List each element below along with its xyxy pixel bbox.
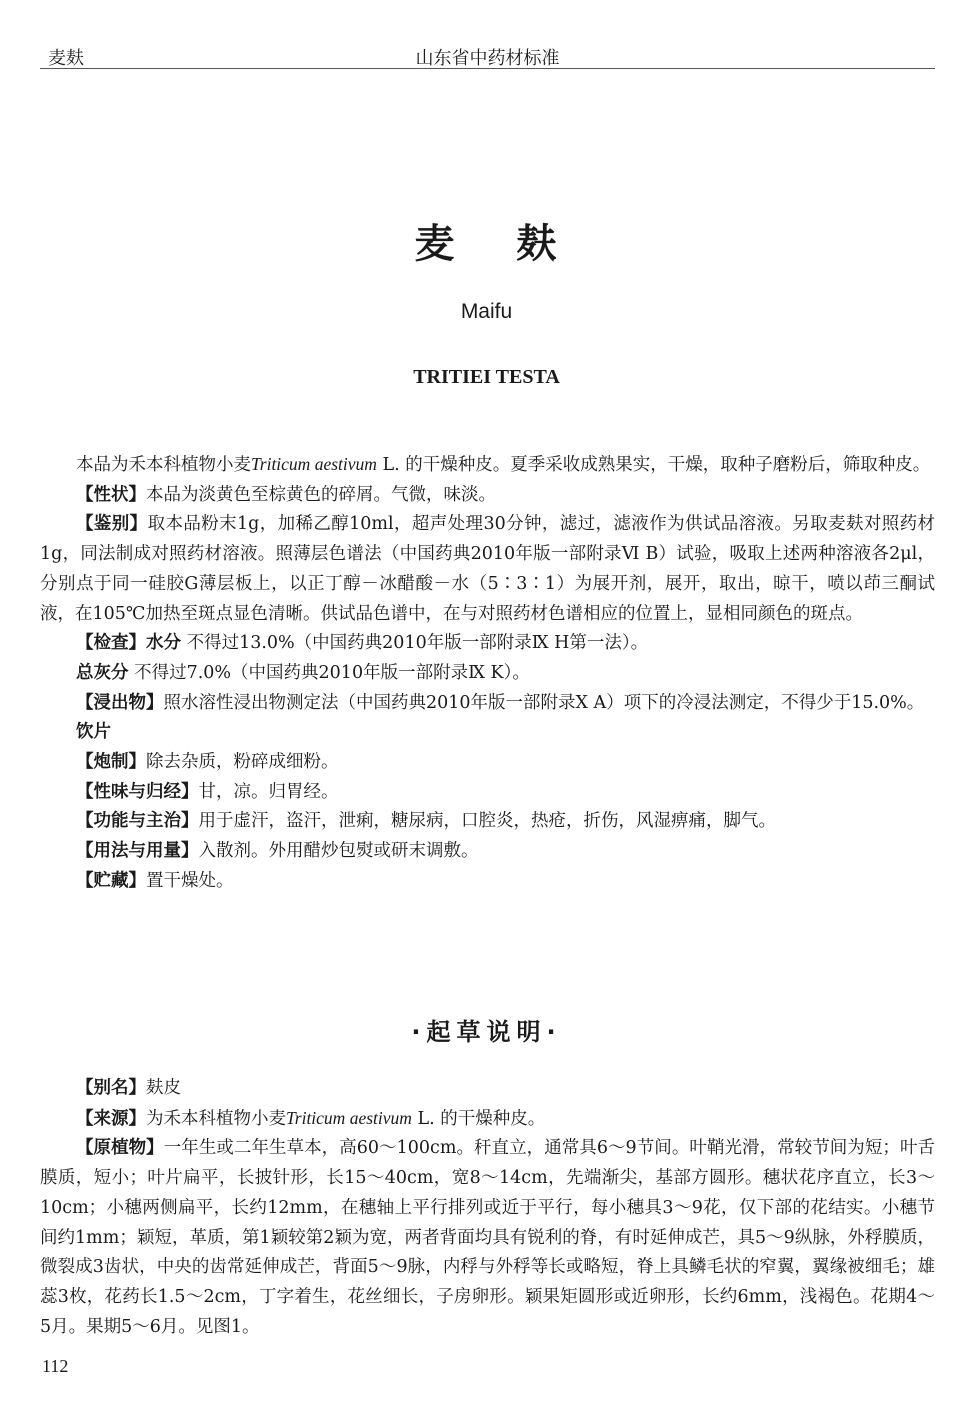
section-label: 【性状】 <box>76 484 146 505</box>
section-xingzhuang: 【性状】本品为淡黄色至棕黄色的碎屑。气微，味淡。 <box>76 484 496 505</box>
section-label: 【功能与主治】 <box>76 811 199 832</box>
running-header <box>40 42 935 69</box>
section-label: 【浸出物】 <box>76 692 164 713</box>
intro-paragraph: 本品为禾本科植物小麦Triticum aestivum L. 的干燥种皮。夏季采收成熟果实，干燥，取种子磨粉后，筛取种皮。 <box>76 454 931 475</box>
drafting-notes-body <box>40 1074 935 1342</box>
latin-name: TRITIEI TESTA <box>413 366 560 388</box>
section-label: 【性味与归经】 <box>76 781 199 802</box>
subsection-label: 总灰分 <box>76 662 129 683</box>
species-name: Triticum aestivum <box>286 1107 412 1128</box>
title-char-1: 麦 <box>414 221 457 267</box>
page-number: 112 <box>42 1356 69 1376</box>
monograph-body <box>40 450 935 897</box>
section-laiyuan: 【来源】为禾本科植物小麦Triticum aestivum L. 的干燥种皮。 <box>76 1107 546 1129</box>
section-label: 【用法与用量】 <box>76 841 199 862</box>
section-label: 【别名】 <box>76 1078 146 1098</box>
section-paozhi: 【炮制】除去杂质，粉碎成细粉。 <box>76 752 339 773</box>
section-jinchuwu: 【浸出物】照水溶性浸出物测定法（中国药典2010年版一部附录Ⅹ A）项下的冷浸法测定，不得少于15.0%。 <box>76 692 925 713</box>
section-zonghuifen: 总灰分 不得过7.0%（中国药典2010年版一部附录Ⅸ K）。 <box>76 662 530 683</box>
title-char-2: 麸 <box>516 221 559 267</box>
section-yuanzhiwu: 【原植物】一年生或二年生草本，高60～100cm。秆直立，通常具6～9节间。叶鞘光滑，常较节间为短；叶舌膜质，短小；叶片扁平，长披针形，长15～40cm，宽8～14cm，先端渐尖，基部方圆形。穗状花序直立，长3～10cm；小穗两侧扁平，长约12mm，在穗轴上平行排列或近于平行，每小穗具3～9花，仅下部的花结实。小穗节间约1mm；颖短，革质，第1颖较第2颖为宽，两者背面均具有锐利的脊，有时延伸成芒，具5～9纵脉，外稃膜质，微裂成3齿状，中央的齿常延伸成芒，背面5～9脉，内稃与外稃等长或略短，脊上具鳞毛状的窄翼，翼缘被细毛；雄蕊3枚，花药长1.5～2cm，丁字着生，花丝细长，子房卵形。颖果矩圆形或近卵形，长约6mm，浅褐色。花期4～5月。果期5～6月。见图1。 <box>40 1138 935 1337</box>
section-jiancha: 【检查】水分 不得过13.0%（中国药典2010年版一部附录Ⅸ H第一法）。 <box>76 633 649 654</box>
page-title <box>0 212 973 269</box>
section-label: 【鉴别】 <box>76 514 148 535</box>
pinyin-name: Maifu <box>460 300 513 323</box>
drafting-notes-heading: ·起草说明· <box>411 1018 562 1046</box>
section-bieming: 【别名】麸皮 <box>76 1078 181 1098</box>
section-label: 【检查】 <box>76 633 146 654</box>
section-yongfa: 【用法与用量】入散剂。外用醋炒包熨或研末调敷。 <box>76 841 479 862</box>
section-label: 【贮藏】 <box>76 870 146 891</box>
section-xingwei: 【性味与归经】甘，凉。归胃经。 <box>76 781 339 802</box>
subsection-label: 水分 <box>146 633 181 654</box>
section-gongneng: 【功能与主治】用于虚汗，盗汗，泄痢，糖尿病，口腔炎，热疮，折伤，风湿痹痛，脚气。 <box>76 811 776 832</box>
section-label: 【炮制】 <box>76 752 146 773</box>
section-zhucang: 【贮藏】置干燥处。 <box>76 870 234 891</box>
header-book-title: 山东省中药材标准 <box>415 48 560 69</box>
section-jianbie: 【鉴别】取本品粉末1g，加稀乙醇10ml，超声处理30分钟，滤过，滤液作为供试品溶液。另取麦麸对照药材1g，同法制成对照药材溶液。照薄层色谱法（中国药典2010年版一部附录Ⅵ B）试验，吸取上述两种溶液各2μl，分别点于同一硅胶G薄层板上，以正丁醇－冰醋酸－水（5∶3∶1）为展开剂，展开，取出，晾干，喷以茚三酮试液，在105℃加热至斑点显色清晰。供试品色谱中，在与对照药材色谱相应的位置上，显相同颜色的斑点。 <box>40 514 936 624</box>
header-left-title: 麦麸 <box>48 48 84 69</box>
species-name: Triticum aestivum <box>251 454 377 474</box>
section-label: 【原植物】 <box>76 1138 164 1159</box>
section-label: 【来源】 <box>76 1108 146 1129</box>
yinpian-heading: 饮片 <box>76 722 111 743</box>
